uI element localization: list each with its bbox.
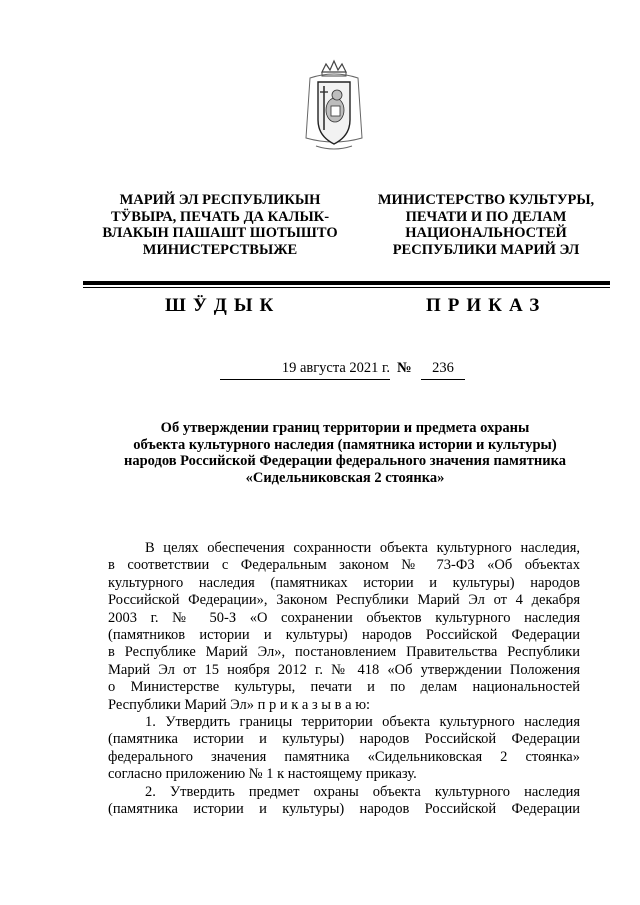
order-title	[110, 420, 580, 486]
header-divider-thick	[83, 281, 610, 285]
header-line: МИНИСТЕРСТВЫЖЕ	[142, 241, 298, 258]
body-line: 2003 г. № 50-З «О сохранении объектов культурного наследия	[108, 609, 580, 626]
header-line: НАЦИОНАЛЬНОСТЕЙ	[405, 225, 567, 241]
title-line: объекта культурного наследия (памятника истории и культуры)	[133, 436, 557, 453]
body-line: (памятника истории и культуры) народов Российской Федерации	[108, 801, 580, 818]
ministry-name-russian	[366, 192, 606, 258]
order-word-russian: ПРИКАЗ	[426, 295, 547, 316]
body-line: в соответствии с Федеральным законом № 73-ФЗ «Об объектах	[108, 557, 580, 574]
title-line: Об утверждении границ территории и предмета охраны	[160, 420, 530, 436]
header-line: ПЕЧАТИ И ПО ДЕЛАМ	[405, 208, 567, 225]
header-divider-thin	[83, 287, 610, 288]
body-line: (памятников истории и культуры) народов Российской Федерации	[108, 627, 580, 644]
body-line: (памятника истории и культуры) народов Российской Федерации	[108, 731, 580, 748]
order-date: 19 августа 2021 г.	[220, 360, 390, 380]
ministry-name-mari	[100, 192, 340, 258]
title-line: народов Российской Федерации федерального значения памятника	[124, 453, 566, 469]
header-line: ВЛАКЫН ПАШАШТ ШОТЫШТО	[102, 225, 338, 241]
order-word-mari: ШӰДЫК	[165, 295, 281, 316]
body-line: В целях обеспечения сохранности объекта культурного наследия,	[145, 540, 580, 556]
body-line: федерального значения памятника «Сидельниковская 2 стоянка»	[108, 748, 580, 765]
number-sign: №	[397, 360, 412, 376]
body-line: согласно приложению № 1 к настоящему приказу.	[108, 766, 417, 783]
header-line: РЕСПУБЛИКИ МАРИЙ ЭЛ	[392, 241, 580, 258]
header-line: МАРИЙ ЭЛ РЕСПУБЛИКЫН	[119, 192, 321, 208]
body-line: Республики Марий Эл» п р и к а з ы в а ю:	[108, 696, 371, 713]
title-line: «Сидельниковская 2 стоянка»	[245, 469, 445, 486]
body-line: 1. Утвердить границы территории объекта культурного наследия	[145, 714, 580, 731]
coat-of-arms-icon	[296, 58, 372, 158]
order-body	[108, 540, 580, 819]
order-number: 236	[421, 360, 465, 380]
body-line: культурного наследия (памятниках истории и культуры) народов	[108, 574, 580, 591]
body-line: в Республике Марий Эл», постановлением Правительства Республики	[108, 644, 580, 661]
body-line: Российской Федерации», Законом Республики Марий Эл от 4 декабря	[108, 592, 580, 609]
body-line: о Министерстве культуры, печати и по делам национальностей	[108, 679, 580, 696]
body-line: Марий Эл от 15 ноября 2012 г. № 418 «Об утверждении Положения	[108, 661, 580, 678]
body-line: 2. Утвердить предмет охраны объекта культурного наследия	[145, 783, 580, 800]
header-line: ТӰВЫРА, ПЕЧАТЬ ДА КАЛЫК-	[110, 208, 330, 225]
header-line: МИНИСТЕРСТВО КУЛЬТУРЫ,	[377, 192, 595, 208]
